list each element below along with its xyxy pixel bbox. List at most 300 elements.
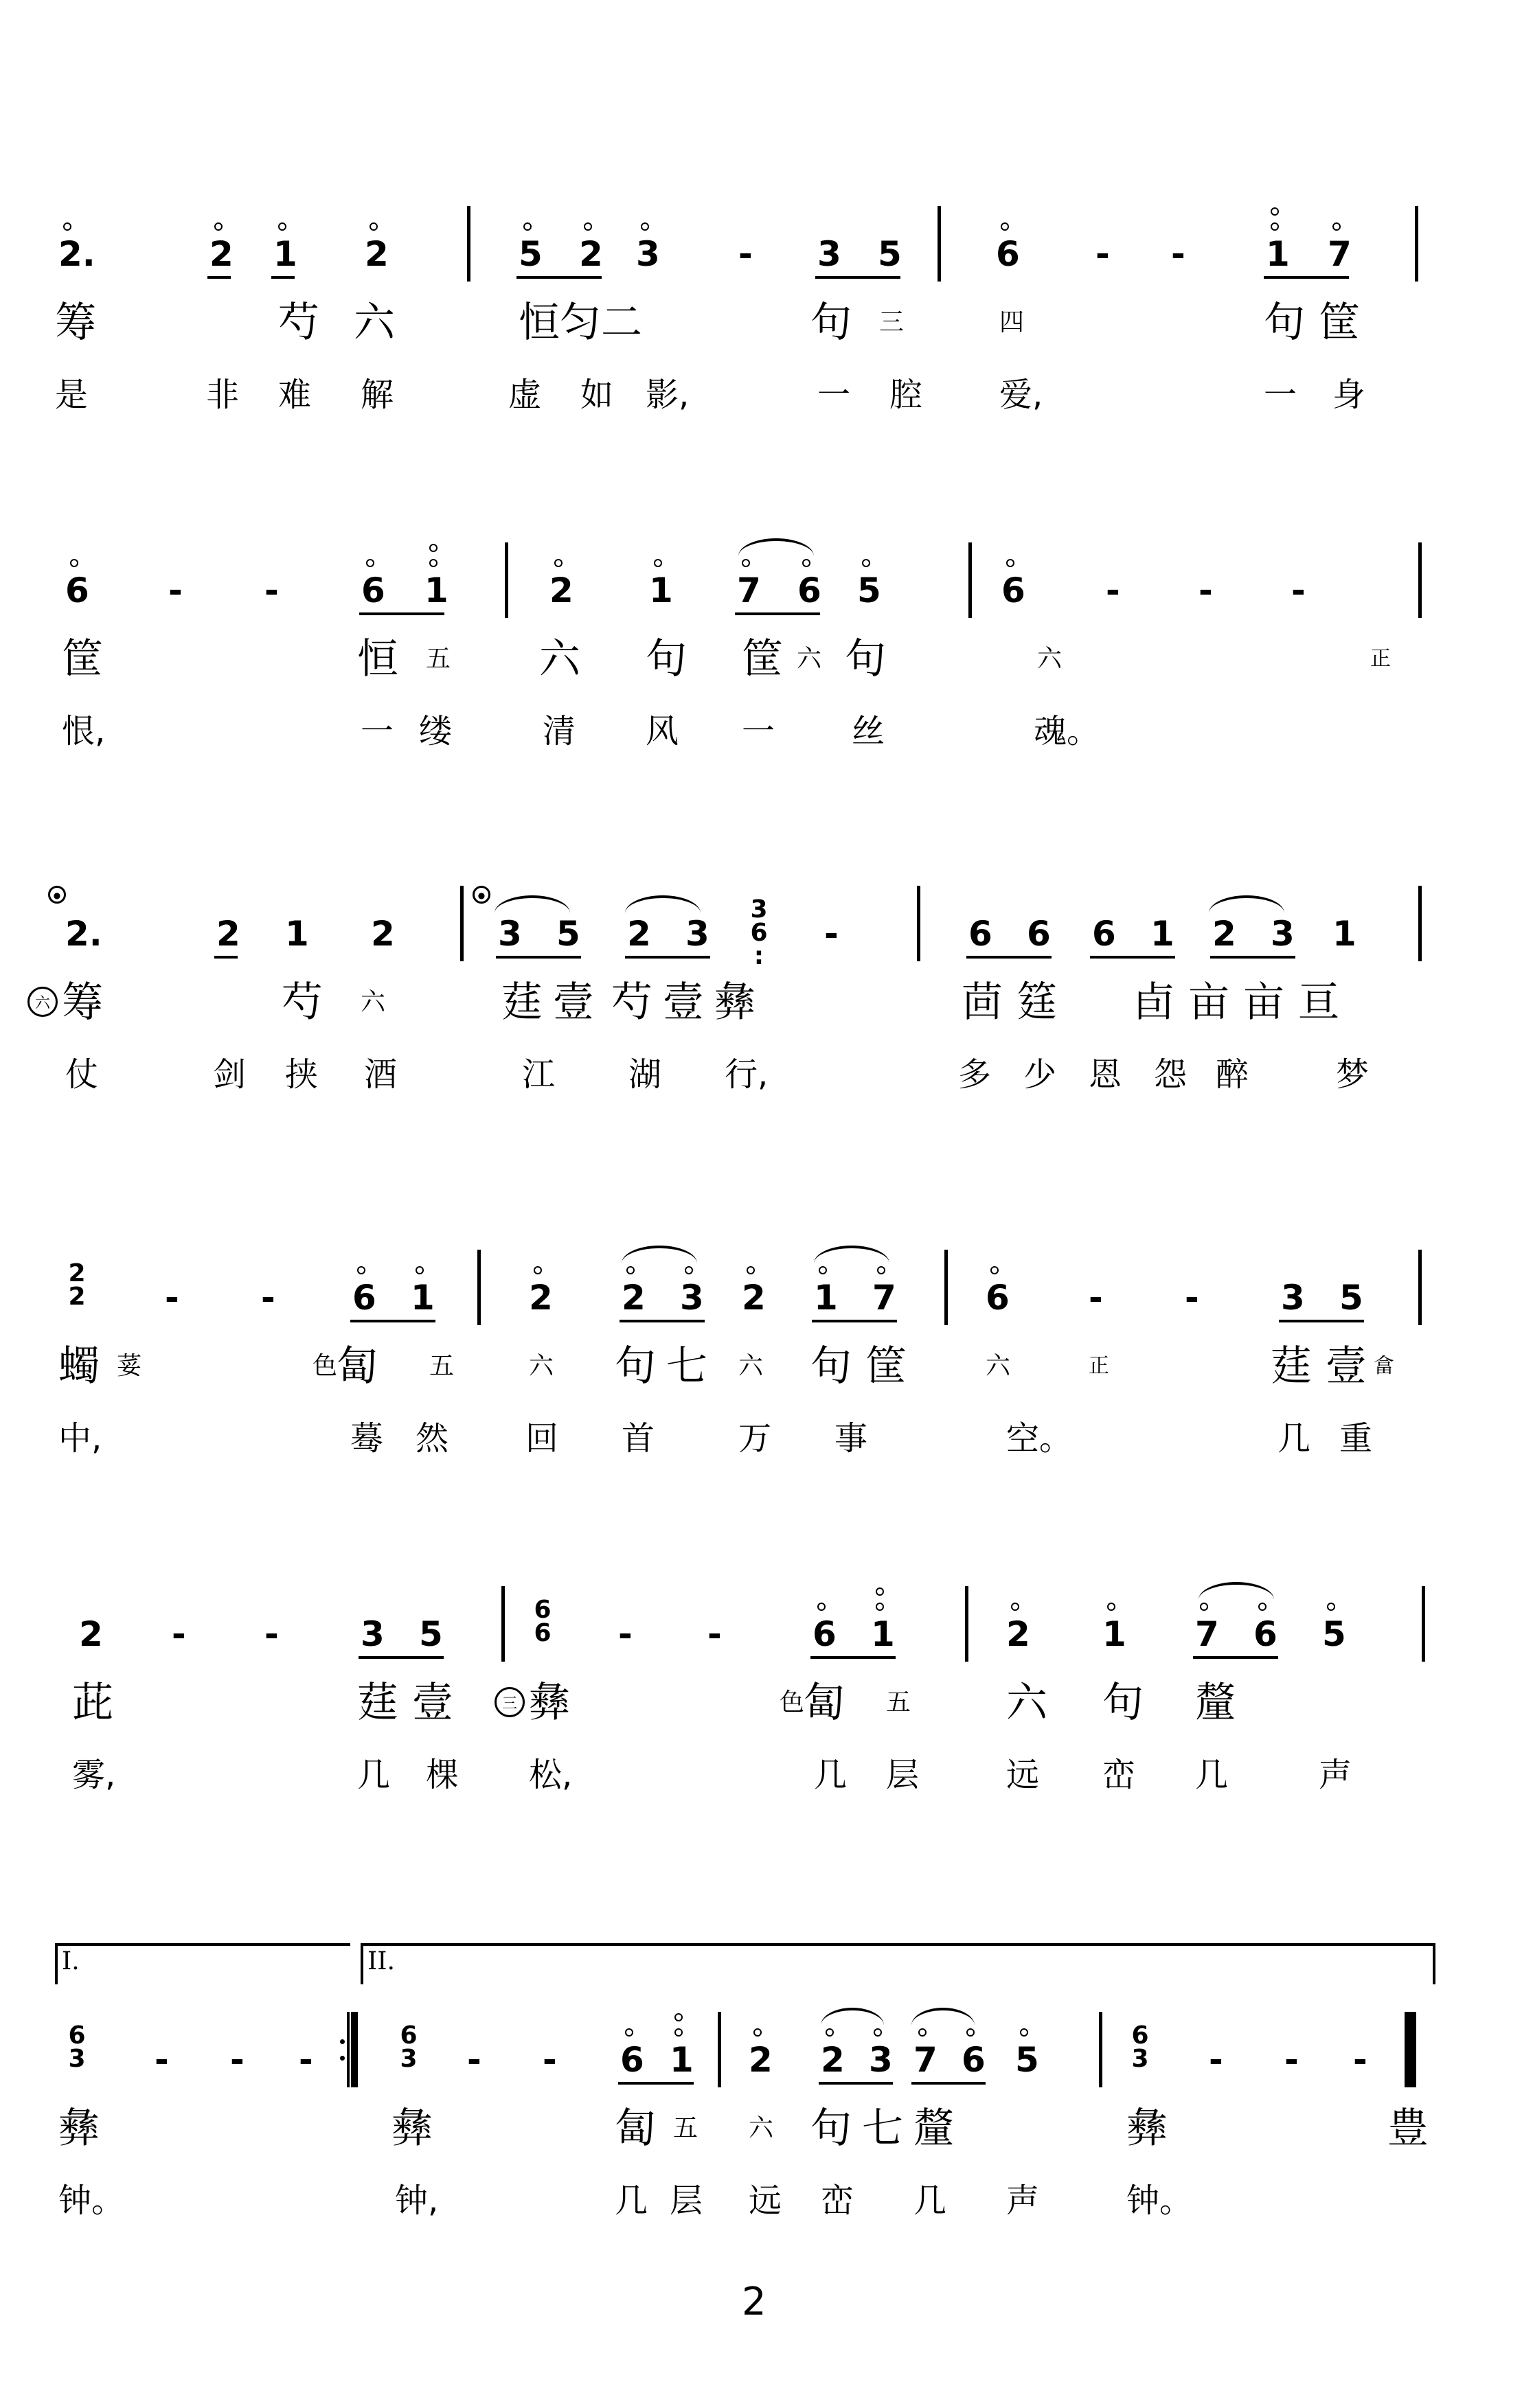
tab-char: 壹 — [1326, 1342, 1367, 1390]
notation-row — [53, 886, 1442, 970]
note: 1 — [273, 234, 297, 274]
tab-char: 句 — [615, 1342, 656, 1390]
octave-dot — [63, 222, 71, 231]
lyric: 声 — [1006, 2181, 1040, 2220]
dash: - — [1209, 2040, 1223, 2080]
tab-char: 芍 — [282, 978, 323, 1027]
tab-char: 豊 — [1387, 2105, 1429, 2153]
octave-dot — [534, 1266, 542, 1274]
octave-dot — [990, 1266, 999, 1274]
note: 5 — [1322, 1614, 1346, 1654]
dash: - — [1185, 1278, 1199, 1318]
note: 2 — [79, 1614, 103, 1654]
note: 3 — [685, 914, 709, 954]
octave-dot — [1271, 207, 1279, 216]
octave-dot — [742, 559, 750, 567]
tab-char: 色 — [780, 1688, 805, 1717]
tab-char: 彝 — [529, 1679, 570, 1727]
underline — [1193, 1656, 1278, 1659]
tab-char: 句 — [810, 1342, 852, 1390]
lyric: 魂。 — [1034, 712, 1100, 750]
note: 5 — [419, 1614, 443, 1654]
octave-dot — [366, 559, 374, 567]
barline — [965, 1586, 968, 1662]
barline — [505, 542, 508, 618]
octave-dot — [1258, 1603, 1267, 1611]
dash: - — [824, 914, 839, 954]
tab-char: 句 — [1264, 299, 1305, 347]
lyric: 回 — [525, 1419, 559, 1458]
volta-2-label: II. — [367, 1947, 395, 1975]
octave-dot — [1011, 1603, 1019, 1611]
tablature-row — [55, 1672, 1442, 1734]
barline — [1418, 542, 1422, 618]
tab-char: 芍 — [611, 978, 652, 1027]
lyric: 然 — [416, 1419, 449, 1458]
barline — [1415, 206, 1418, 282]
octave-dot — [877, 1266, 885, 1274]
notation-row — [55, 206, 1442, 282]
note: 2 — [821, 2040, 845, 2080]
lyric: 酒 — [364, 1055, 398, 1094]
tab-char: 五 — [429, 1352, 455, 1380]
note: 2 — [68, 1259, 86, 1287]
lyric: 峦 — [1102, 1756, 1136, 1794]
note: 6 — [1027, 914, 1051, 954]
tab-char: 恒匀二 — [519, 299, 642, 347]
octave-dot — [674, 2028, 683, 2037]
dash: - — [738, 234, 753, 274]
dash: - — [1171, 234, 1185, 274]
tab-char: 匐 — [337, 1342, 378, 1390]
barline — [467, 206, 470, 282]
note: 1 — [1266, 234, 1290, 274]
note: 2 — [529, 1278, 553, 1318]
tab-char: 彝 — [58, 2105, 100, 2153]
lyric: 几 — [814, 1756, 848, 1794]
tab-char: 釐 — [1195, 1679, 1236, 1727]
lyrics-row — [55, 704, 1442, 759]
octave-dot — [1001, 222, 1009, 231]
note: 1 — [670, 2040, 694, 2080]
note: 3 — [817, 234, 841, 274]
lyric: 仗 — [65, 1055, 99, 1094]
dash: - — [1106, 571, 1120, 610]
underline — [1210, 956, 1295, 959]
lyric: 空。 — [1006, 1419, 1073, 1458]
chord-stack: 6 3 — [68, 2021, 86, 2073]
tab-char: 五 — [886, 1688, 911, 1717]
tablature-row — [55, 292, 1442, 354]
chord-stack: 6 3 — [400, 2021, 418, 2073]
tab-char: 壹 — [553, 978, 594, 1027]
note: 2 — [579, 234, 603, 274]
volta-1 — [55, 1943, 350, 1984]
note: 1 — [1150, 914, 1174, 954]
underline — [350, 1320, 435, 1322]
octave-dot — [654, 559, 662, 567]
note: 6 — [996, 234, 1020, 274]
note: 3 — [869, 2040, 893, 2080]
underline — [1264, 276, 1349, 279]
lyric: 缕 — [419, 712, 453, 750]
underline — [207, 276, 231, 279]
lyric: 湖 — [628, 1055, 662, 1094]
lyric: 恩 — [1089, 1055, 1122, 1094]
lyric: 清 — [543, 712, 576, 750]
underline — [810, 1656, 896, 1659]
note: 3 — [750, 895, 768, 924]
lyric: 钟。 — [58, 2181, 125, 2220]
barline — [1099, 2012, 1102, 2087]
barline — [460, 886, 464, 961]
octave-dot — [626, 1266, 635, 1274]
octave-dot — [1200, 1603, 1208, 1611]
note: 6 — [813, 1614, 837, 1654]
lyric: 江 — [522, 1055, 556, 1094]
tab-char: 句 — [646, 635, 687, 683]
barline — [1418, 1250, 1422, 1325]
note: 7 — [913, 2040, 938, 2080]
octave-dot — [357, 1266, 365, 1274]
note: 5 — [878, 234, 902, 274]
note: 1 — [285, 914, 309, 954]
underline — [1090, 956, 1175, 959]
underline — [620, 1320, 705, 1322]
underline — [735, 612, 820, 615]
circle-mark: ● — [473, 886, 490, 904]
barline — [477, 1250, 481, 1325]
lyric: 怨 — [1154, 1055, 1188, 1094]
note: 7 — [1328, 234, 1352, 274]
octave-dot — [876, 1587, 884, 1596]
tab-char: 六 — [738, 1352, 764, 1380]
tab-char: 筐 — [1319, 299, 1360, 347]
barline — [501, 1586, 505, 1662]
tab-char: 正 — [1370, 647, 1391, 671]
octave-dot — [1107, 1603, 1115, 1611]
note: 1 — [649, 571, 673, 610]
octave-dot — [862, 559, 870, 567]
note: 2 — [549, 571, 573, 610]
note: 2 — [627, 914, 651, 954]
tab-char: 色 — [313, 1352, 338, 1380]
note: 2 — [622, 1278, 646, 1318]
lyric: 如 — [580, 376, 614, 414]
tab-char: 筳 — [1016, 978, 1058, 1027]
octave-dot — [70, 559, 78, 567]
tab-char: 三 — [879, 308, 905, 336]
note: 1 — [1332, 914, 1356, 954]
tab-char: 七 — [666, 1342, 707, 1390]
volta-1-label: I. — [62, 1947, 80, 1975]
lyric: 层 — [670, 2181, 703, 2220]
dash: - — [264, 1614, 279, 1654]
octave-dot — [214, 222, 223, 231]
octave-dot — [817, 1603, 826, 1611]
volta-2 — [361, 1943, 1435, 1984]
tab-char: 四 — [999, 308, 1025, 336]
lyric: 行, — [725, 1055, 769, 1094]
lyric: 是 — [55, 376, 89, 414]
octave-dot — [429, 544, 438, 552]
tab-char: 筹 — [55, 299, 96, 347]
lyric: 丝 — [852, 712, 885, 750]
tab-char: 釐 — [913, 2105, 955, 2153]
tablature-row — [55, 1335, 1442, 1397]
chord-stack: 6 3 — [1131, 2021, 1149, 2073]
barline — [917, 886, 920, 961]
tab-char: 正 — [1089, 1354, 1109, 1378]
lyric: 钟。 — [1126, 2181, 1193, 2220]
tab-char: 六 — [1006, 1679, 1047, 1727]
tab-char: 六 — [529, 1352, 554, 1380]
slur — [495, 895, 570, 913]
slur — [821, 2008, 884, 2026]
note: 6 — [361, 571, 385, 610]
lyric: 解 — [361, 376, 394, 414]
tab-char: 彝 — [1126, 2105, 1168, 2153]
note: 2 — [216, 914, 240, 954]
tab-char: 莛 — [1271, 1342, 1312, 1390]
note: 6 — [962, 2040, 986, 2080]
chord-stack: 3 6 : — [750, 895, 768, 970]
underline — [1279, 1320, 1364, 1322]
note: 1 — [814, 1278, 838, 1318]
slur — [1199, 1582, 1274, 1600]
tab-char: 亘 — [1298, 978, 1339, 1027]
lyrics-row — [55, 2173, 1442, 2228]
note: 2 — [1006, 1614, 1030, 1654]
barline — [968, 542, 972, 618]
tab-char: 筐 — [62, 635, 103, 683]
tab-char: 六 — [361, 988, 386, 1016]
octave-dot — [416, 1266, 424, 1274]
slur — [814, 1246, 889, 1263]
lyric: 几 — [1195, 1756, 1229, 1794]
tab-char: 筐 — [865, 1342, 907, 1390]
tab-char: 亩 — [1243, 978, 1284, 1027]
underline — [618, 2082, 694, 2085]
lyric: 雾, — [72, 1756, 116, 1794]
lyric: 蓦 — [350, 1419, 384, 1458]
lyric: 远 — [1006, 1756, 1040, 1794]
barline — [938, 206, 941, 282]
lyric: 非 — [206, 376, 240, 414]
circle-mark: ● — [48, 886, 66, 904]
lyric: 几 — [1277, 1419, 1311, 1458]
lyric: 爱, — [999, 376, 1043, 414]
underline — [966, 956, 1052, 959]
octave-dot — [918, 2028, 927, 2037]
note: 6 — [1092, 914, 1116, 954]
notation-row — [55, 2012, 1442, 2087]
note: 2 — [742, 1278, 766, 1318]
note: 5 — [1015, 2040, 1039, 2080]
page-number: 2 — [742, 2280, 766, 2324]
note: 2 — [371, 914, 395, 954]
note: 2 — [209, 234, 234, 274]
tab-char: 句 — [810, 2105, 852, 2153]
tab-char: 句 — [845, 635, 886, 683]
lyric: 一 — [742, 712, 775, 750]
octave-dot — [641, 222, 649, 231]
tab-char: 五 — [426, 645, 451, 673]
dash: - — [165, 1278, 179, 1318]
octave-dot — [674, 2013, 683, 2021]
dash: - — [467, 2040, 481, 2080]
lyric: 几 — [913, 2181, 947, 2220]
lyric: 醉 — [1216, 1055, 1249, 1094]
tab-char: 彝 — [391, 2105, 433, 2153]
tab-char: 畣 — [1374, 1354, 1394, 1378]
note: 1 — [1102, 1614, 1126, 1654]
barline — [1422, 1586, 1425, 1662]
note: 3 — [498, 914, 522, 954]
notation-row — [55, 1250, 1442, 1325]
lyric: 峦 — [821, 2181, 854, 2220]
lyric: 影, — [646, 376, 690, 414]
tab-char: 六 — [797, 645, 822, 673]
circle-mark: 六 — [27, 987, 58, 1017]
tab-char: 筹 — [62, 978, 103, 1027]
tablature-row — [34, 972, 1442, 1033]
note: 2. — [58, 234, 95, 274]
tab-char: 六 — [1037, 645, 1063, 673]
underline — [812, 1320, 897, 1322]
lyric: 剑 — [213, 1055, 247, 1094]
octave-dot — [554, 559, 563, 567]
lyric: 中, — [58, 1419, 102, 1458]
lyric: 虚 — [508, 376, 542, 414]
note: 2. — [65, 914, 102, 954]
underline — [625, 956, 710, 959]
tab-char: 句 — [1102, 1679, 1144, 1727]
dash: - — [618, 1614, 633, 1654]
tab-char: 七 — [862, 2105, 903, 2153]
dash: - — [1199, 571, 1213, 610]
underline — [359, 1656, 444, 1659]
tab-char: 亩 — [1188, 978, 1229, 1027]
lyric: 一 — [817, 376, 851, 414]
lyric: 棵 — [426, 1756, 459, 1794]
note: 5 — [857, 571, 881, 610]
underline — [271, 276, 295, 279]
underline — [911, 2082, 986, 2085]
lyric: 钟, — [395, 2181, 439, 2220]
tab-char: 壹 — [663, 978, 704, 1027]
lyric: 梦 — [1336, 1055, 1370, 1094]
tab-char: 茈 — [72, 1679, 113, 1727]
note: 5 — [519, 234, 543, 274]
notation-row — [55, 542, 1442, 618]
note: 2 — [1212, 914, 1236, 954]
dash: - — [264, 571, 279, 610]
tab-char: 壹 — [412, 1679, 453, 1727]
tab-char: 匐 — [615, 2105, 656, 2153]
note: 2 — [365, 234, 389, 274]
note: 6 — [352, 1278, 376, 1318]
chord-stack: 2 2 — [68, 1259, 86, 1311]
note: 6 — [534, 1596, 552, 1624]
underline — [516, 276, 602, 279]
lyric: 风 — [646, 712, 679, 750]
notation-row — [55, 1586, 1442, 1662]
note: 6 — [620, 2040, 644, 2080]
barline — [944, 1250, 948, 1325]
slur — [622, 1246, 697, 1263]
tab-char: 六 — [354, 299, 395, 347]
tab-char: 卣 — [1133, 978, 1174, 1027]
note: 1 — [871, 1614, 895, 1654]
slur — [625, 895, 701, 913]
tablature-row — [55, 2098, 1442, 2159]
tab-char: 彝 — [714, 978, 756, 1027]
lyric: 远 — [749, 2181, 782, 2220]
chord-stack: 6 6 — [534, 1596, 552, 1647]
underline — [819, 2082, 893, 2085]
dash: - — [1291, 571, 1306, 610]
lyric: 腔 — [889, 376, 923, 414]
tab-char: 筐 — [742, 635, 783, 683]
dash: - — [230, 2040, 245, 2080]
octave-dot — [278, 222, 286, 231]
dash: - — [155, 2040, 169, 2080]
note: 3 — [636, 234, 660, 274]
tablature-row — [55, 628, 1442, 690]
dash: - — [168, 571, 183, 610]
octave-dot — [1006, 559, 1014, 567]
barline — [718, 2012, 721, 2087]
octave-dot — [1327, 1603, 1335, 1611]
lyric: 挟 — [285, 1055, 319, 1094]
octave-dot — [966, 2028, 975, 2037]
note: 3 — [361, 1614, 385, 1654]
underline — [815, 276, 900, 279]
note: 1 — [411, 1278, 435, 1318]
note: 3 — [1281, 1278, 1305, 1318]
repeat-end-barline — [340, 2012, 354, 2087]
tab-char: 匐 — [804, 1679, 845, 1727]
underline — [496, 956, 581, 959]
note: 7 — [737, 571, 761, 610]
octave-dot — [1271, 222, 1279, 231]
lyric: 恨, — [62, 712, 106, 750]
octave-dot — [625, 2028, 633, 2037]
lyric: 几 — [615, 2181, 648, 2220]
octave-dot — [523, 222, 532, 231]
lyric: 重 — [1339, 1419, 1373, 1458]
note: 6 — [1253, 1614, 1277, 1654]
octave-dot — [747, 1266, 755, 1274]
tab-char: 莛 — [357, 1679, 398, 1727]
lyric: 少 — [1023, 1055, 1057, 1094]
tab-char: 五 — [673, 2114, 698, 2142]
lyrics-row — [55, 1747, 1442, 1802]
octave-dot — [584, 222, 592, 231]
tab-char: 莛 — [501, 978, 543, 1027]
octave-dot — [1020, 2028, 1028, 2037]
note: 2 — [749, 2040, 773, 2080]
lyric: 一 — [1264, 376, 1297, 414]
underline — [359, 612, 444, 615]
dash: - — [299, 2040, 313, 2080]
lyrics-row — [55, 1411, 1442, 1466]
note: 5 — [556, 914, 580, 954]
slur — [1209, 895, 1284, 913]
tab-char: 恒 — [357, 635, 398, 683]
lyric: 声 — [1319, 1756, 1352, 1794]
